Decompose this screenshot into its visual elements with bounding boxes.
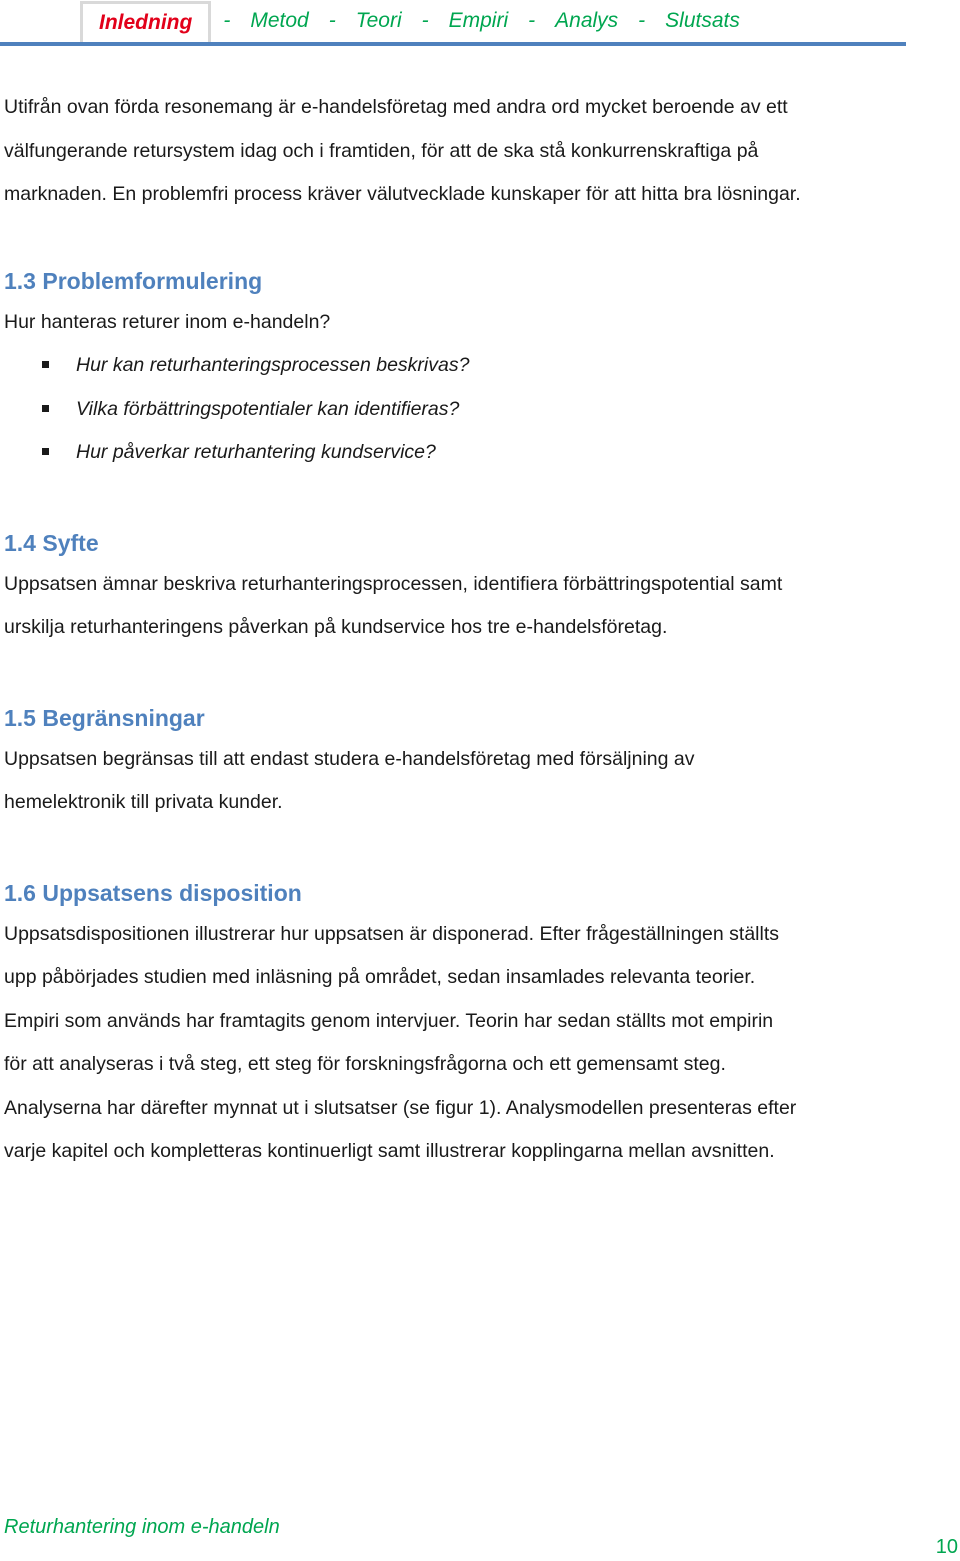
nav-item-teori[interactable]: Teori (355, 9, 402, 32)
nav-separator: - (328, 9, 336, 32)
intro-paragraph (4, 86, 904, 217)
nav-item-analys[interactable]: Analys (555, 9, 619, 32)
sub-question-text: Hur påverkar returhantering kundservice? (76, 441, 436, 463)
nav-separator: - (638, 9, 646, 32)
sub-question-list (4, 344, 904, 475)
nav-item-inledning-active[interactable]: Inledning (80, 1, 211, 42)
heading-problemformulering: 1.3 Problemformulering (4, 267, 263, 294)
heading-disposition: 1.6 Uppsatsens disposition (4, 879, 302, 906)
paragraph-line: Empiri som används har framtagits genom intervjuer. Teorin har sedan ställts mot empirin (4, 1009, 774, 1032)
footer-document-title: Returhantering inom e-handeln (4, 1516, 280, 1538)
square-bullet-icon (42, 448, 49, 455)
paragraph-line: upp påbörjades studien med inläsning på området, sedan insamlades relevanta teorier. (4, 966, 756, 988)
sub-question-text: Vilka förbättringspotentialer kan identifieras? (76, 397, 460, 420)
paragraph-line: Analyserna har därefter mynnat ut i slutsatser (se figur 1). Analysmodellen presenteras efter (4, 1096, 797, 1119)
nav-item-slutsats[interactable]: Slutsats (665, 9, 740, 32)
paragraph-line: Uppsatsdispositionen illustrerar hur uppsatsen är disponerad. Efter frågeställningen ställts (4, 922, 780, 945)
page-content (4, 86, 904, 1174)
nav-item-empiri[interactable]: Empiri (448, 9, 509, 32)
sub-question-item (42, 388, 904, 432)
paragraph-line: Uppsatsen begränsas till att endast studera e-handelsföretag med försäljning av (4, 747, 695, 770)
nav-item-metod[interactable]: Metod (250, 9, 309, 32)
paragraph-line: välfungerande retursystem idag och i framtiden, för att de ska stå konkurrenskraftiga på (4, 139, 759, 162)
paragraph-line: urskilja returhanteringens påverkan på kundservice hos tre e-handelsföretag. (4, 616, 668, 638)
sub-question-item (42, 431, 904, 475)
heading-begransningar: 1.5 Begränsningar (4, 704, 205, 731)
paragraph-line: Utifrån ovan förda resonemang är e-handelsföretag med andra ord mycket beroende av ett (4, 96, 788, 118)
square-bullet-icon (42, 361, 49, 368)
sub-question-text: Hur kan returhanteringsprocessen beskrivas? (76, 354, 470, 376)
paragraph-line: Uppsatsen ämnar beskriva returhanteringsprocessen, identifiera förbättringspotential samt (4, 572, 783, 595)
nav-separator: - (528, 9, 536, 32)
nav-separator: - (223, 9, 231, 32)
main-question: Hur hanteras returer inom e-handeln? (4, 310, 331, 333)
paragraph-line: marknaden. En problemfri process kräver välutvecklade kunskaper för att hitta bra lösningar. (4, 183, 801, 205)
paragraph-line: varje kapitel och kompletteras kontinuerligt samt illustrerar kopplingarna mellan avsnitten. (4, 1140, 775, 1162)
heading-syfte: 1.4 Syfte (4, 529, 99, 556)
chapter-navigation (0, 0, 906, 46)
page-number: 10 (935, 1536, 958, 1558)
chapter-navigation-items (80, 2, 740, 40)
paragraph-line: hemelektronik till privata kunder. (4, 791, 283, 813)
square-bullet-icon (42, 405, 49, 412)
paragraph-line: för att analyseras i två steg, ett steg för forskningsfrågorna och ett gemensamt steg. (4, 1053, 726, 1075)
sub-question-item (42, 344, 904, 388)
nav-separator: - (421, 9, 429, 32)
